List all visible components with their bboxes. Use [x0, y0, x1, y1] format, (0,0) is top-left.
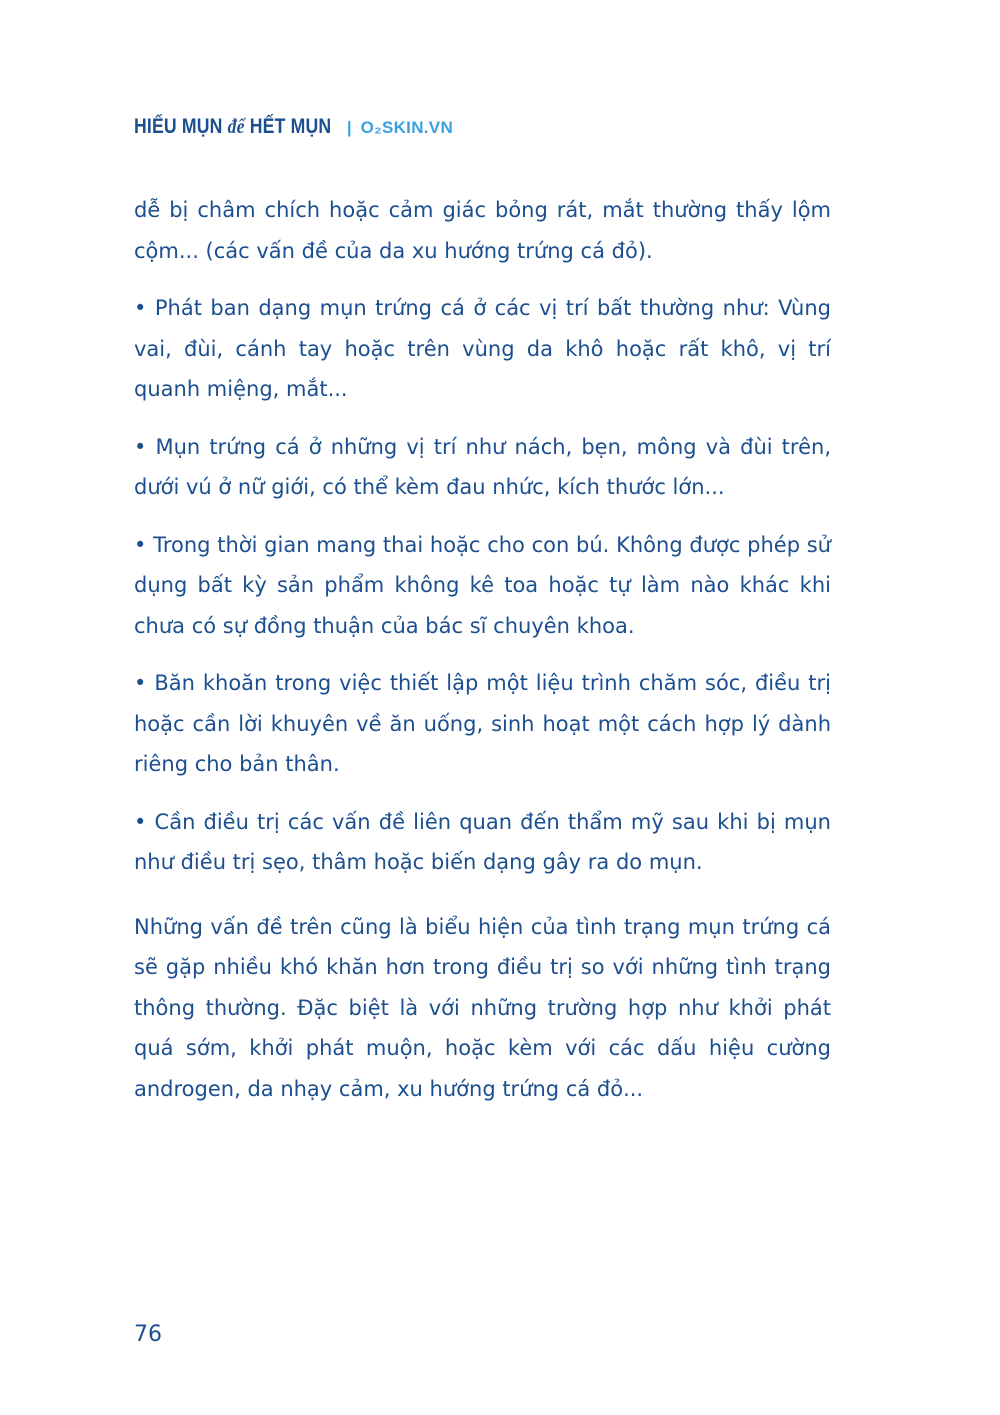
paragraph-continuation: dễ bị châm chích hoặc cảm giác bỏng rát, mắt thường thấy lộm cộm... (các vấn đề của da xu hướng trứng cá đỏ). — [134, 198, 831, 263]
bullet-item: • Trong thời gian mang thai hoặc cho con bú. Không được phép sử dụng bất kỳ sản phẩm không kê toa hoặc tự làm nào khác khi chưa có sự đồng thuận của bác sĩ chuyên khoa. — [134, 532, 831, 638]
book-title-part-2: để — [227, 114, 245, 138]
book-title-part-1: HIỂU MỤN — [134, 115, 223, 138]
page-number: 76 — [134, 1322, 162, 1347]
bullet-item: • Mụn trứng cá ở những vị trí như nách, bẹn, mông và đùi trên, dưới vú ở nữ giới, có thể kèm đau nhức, kích thước lớn... — [134, 434, 831, 499]
header-separator: | — [346, 118, 352, 137]
bullet-item: • Băn khoăn trong việc thiết lập một liệu trình chăm sóc, điều trị hoặc cần lời khuyên về ăn uống, sinh hoạt một cách hợp lý dành riêng cho bản thân. — [134, 671, 831, 776]
body-text — [134, 190, 831, 1126]
bullet-item: • Phát ban dạng mụn trứng cá ở các vị trí bất thường như: Vùng vai, đùi, cánh tay hoặc trên vùng da khô hoặc rất khô, vị trí quanh miệng, mắt... — [134, 296, 831, 401]
book-title-part-3: HẾT MỤN — [249, 115, 332, 138]
summary-paragraph: Những vấn đề trên cũng là biểu hiện của tình trạng mụn trứng cá sẽ gặp nhiều khó khăn hơn trong điều trị so với những tình trạng thông thường. Đặc biệt là với những trường hợp như khởi phát quá sớm, khởi phát muộn, hoặc kèm với các dấu hiệu cường androgen, da nhạy cảm, xu hướng trứng cá đỏ... — [134, 914, 831, 1101]
bullet-item: • Cần điều trị các vấn đề liên quan đến thẩm mỹ sau khi bị mụn như điều trị sẹo, thâm hoặc biến dạng gây ra do mụn. — [134, 809, 831, 874]
running-header — [134, 114, 453, 139]
book-title — [134, 114, 331, 139]
website-label: O₂SKIN.VN — [360, 118, 454, 137]
